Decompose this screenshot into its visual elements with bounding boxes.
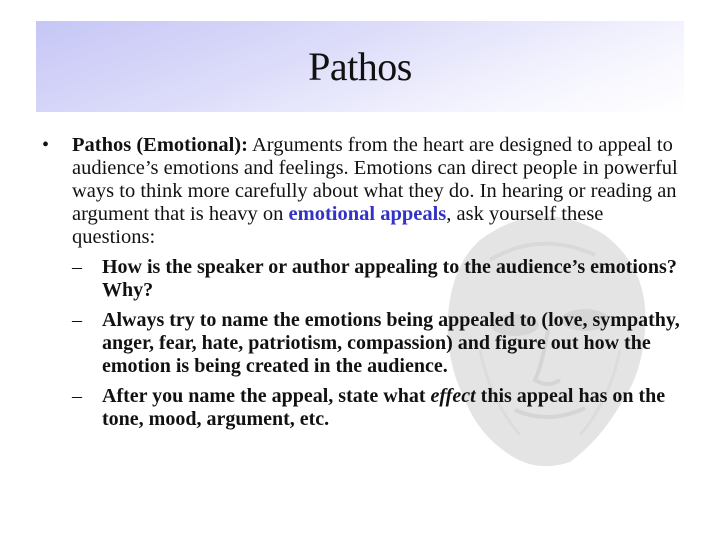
dash-bullet-icon: –: [72, 385, 82, 407]
question-list: [42, 256, 682, 431]
question-text: How is the speaker or author appealing to the audience’s emotions? Why?: [102, 256, 677, 301]
pathos-label: Pathos (Emotional):: [72, 134, 248, 156]
question-item: [72, 256, 682, 302]
question-text: After you name the appeal, state what: [102, 385, 431, 407]
question-item: [72, 309, 682, 378]
dash-bullet-icon: –: [72, 309, 82, 331]
pathos-description-end: , ask yourself these questions:: [72, 203, 604, 248]
main-bullet-item: [42, 134, 682, 249]
title-banner: [36, 21, 684, 112]
slide-body: [42, 134, 682, 438]
question-text-end: this appeal has on the tone, mood, argument, etc.: [102, 385, 666, 430]
slide-title: Pathos: [308, 44, 412, 89]
dash-bullet-icon: –: [72, 256, 82, 278]
bullet-dot-icon: •: [42, 134, 50, 156]
pathos-description: Arguments from the heart are designed to appeal to audience’s emotions and feelings. Emotions can direct people in powerful ways to think more carefully about what they do. In hearing or reading an argument that is heavy on: [72, 134, 678, 225]
question-text: Always try to name the emotions being appealed to (love, sympathy, anger, fear, hate, patriotism, compassion) and figure out how the emotion is being created in the audience.: [102, 309, 680, 377]
effect-emphasis: effect: [430, 385, 476, 407]
emotional-appeals-link[interactable]: emotional appeals: [288, 203, 447, 225]
question-item: [72, 385, 682, 431]
